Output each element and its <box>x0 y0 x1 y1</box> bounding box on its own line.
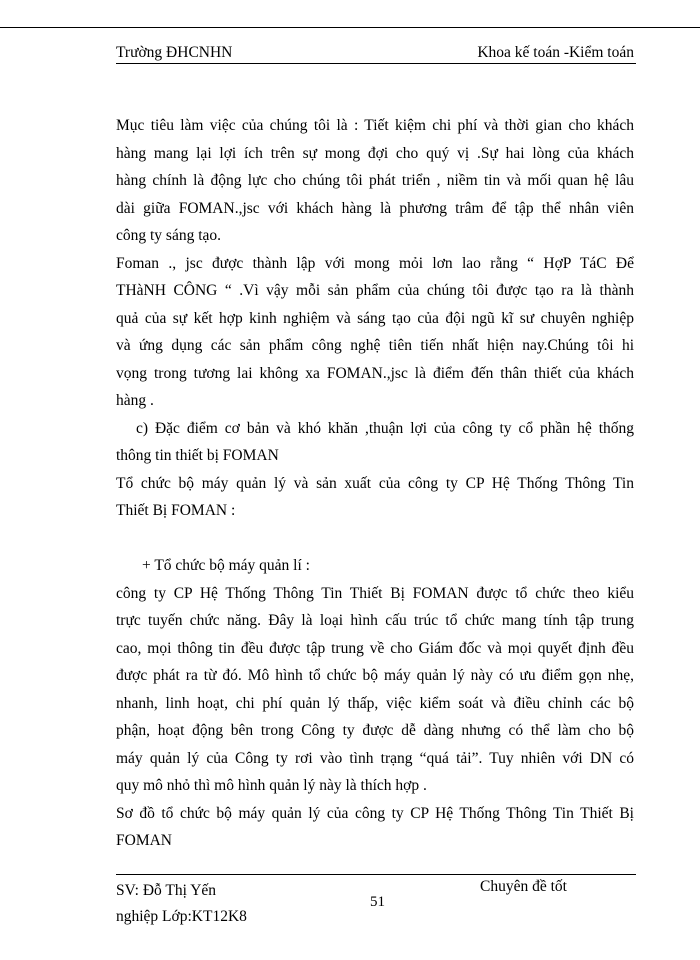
paragraph-diagram-caption <box>116 800 634 855</box>
page-footer <box>116 878 636 948</box>
text-line: được phát ra từ đó. Mô hình tổ chức bộ máy quản lý này có ưu điểm gọn nhẹ, <box>116 667 634 684</box>
paragraph-foman <box>116 250 634 415</box>
text-line: Tổ chức bộ máy quản lý và sản xuất của công ty CP Hệ Thống Thông Tin <box>116 474 634 492</box>
text-line: hàng mang lại lợi ích trên sự mong đợi cho quý vị .Sự hai lòng của khách <box>116 144 634 162</box>
section-heading-c <box>116 415 634 470</box>
text-line: cao, mọi thông tin đều được tập trung về cho Giám đốc và mọi quyết định đều <box>116 639 634 657</box>
paragraph-organization <box>116 470 634 525</box>
text-line: Thiết Bị FOMAN : <box>116 502 236 519</box>
text-line: quy mô nhỏ thì mô hình quản lý này là thích hợp . <box>116 777 427 794</box>
paragraph-goals <box>116 112 634 250</box>
text-line: Foman ., jsc được thành lập với mong mỏi lơn lao rằng “ HợP TáC Để <box>116 254 634 272</box>
footer-rule <box>116 874 636 875</box>
text-line: Sơ đồ tổ chức bộ máy quản lý của công ty CP Hệ Thống Thông Tin Thiết Bị <box>116 804 634 822</box>
text-line: c) Đặc điểm cơ bản và khó khăn ,thuận lợi của công ty cổ phần hệ thống <box>136 419 634 437</box>
text-line: máy quản lý của Công ty rơi vào tình trạng “quá tải”. Tuy nhiên với DN có <box>116 749 634 767</box>
text-line: hàng . <box>116 392 154 409</box>
school-name: Trường ĐHCNHN <box>116 44 233 61</box>
faculty-name: Khoa kế toán -Kiểm toán <box>477 44 634 61</box>
text-line: quả của sự kết hợp kinh nghiệm và sáng tạo của đội ngũ kĩ sư chuyên nghiệp <box>116 309 634 327</box>
header-rule <box>116 63 636 64</box>
text-line: công ty CP Hệ Thống Thông Tin Thiết Bị FOMAN được tổ chức theo kiểu <box>116 584 634 602</box>
text-line: và ứng dụng các sản phẩm công nghệ tiên tiến nhất hiện nay.Chúng tôi hi <box>116 337 634 354</box>
text-line: phận, hoạt động bên trong Công ty được dễ dàng nhưng có thể làm cho bộ <box>116 722 634 739</box>
text-line: Mục tiêu làm việc của chúng tôi là : Tiết kiệm chi phí và thời gian cho khách <box>116 117 634 134</box>
document-body <box>116 112 634 855</box>
text-line: công ty sáng tạo. <box>116 227 222 244</box>
text-line: dài giữa FOMAN.,jsc với khách hàng là phương trâm để tập thể nhân viên <box>116 199 634 217</box>
page-number: 51 <box>370 894 385 910</box>
text-line: thông tin thiết bị FOMAN <box>116 447 279 464</box>
topic-label: Chuyên đề tốt <box>480 878 567 895</box>
student-name: SV: Đỗ Thị Yến <box>116 882 217 899</box>
text-line: FOMAN <box>116 832 172 849</box>
top-rule <box>0 27 700 28</box>
text-line: nhanh, linh hoạt, chi phí quản lý thấp, việc kiểm soát và điều chỉnh các bộ <box>116 694 634 712</box>
page-header <box>116 44 634 64</box>
text-line: vọng trong tương lai không xa FOMAN.,jsc là điểm đến thân thiết của khách <box>116 364 634 382</box>
blank-line <box>116 525 634 553</box>
paragraph-structure <box>116 580 634 800</box>
student-info <box>116 878 247 930</box>
text-line: trực tuyến chức năng. Đây là loại hình cấu trúc tổ chức mang tính tập trung <box>116 612 634 629</box>
text-line: hàng chính là động lực cho chúng tôi phát triển , niềm tin và mối quan hệ lâu <box>116 172 634 189</box>
text-line: THàNH CÔNG “ .Vì vậy mỗi sản phẩm của chúng tôi được tạo ra là thành <box>116 282 634 299</box>
student-class: nghiệp Lớp:KT12K8 <box>116 908 247 925</box>
bullet-management: + Tổ chức bộ máy quản lí : <box>142 557 310 574</box>
